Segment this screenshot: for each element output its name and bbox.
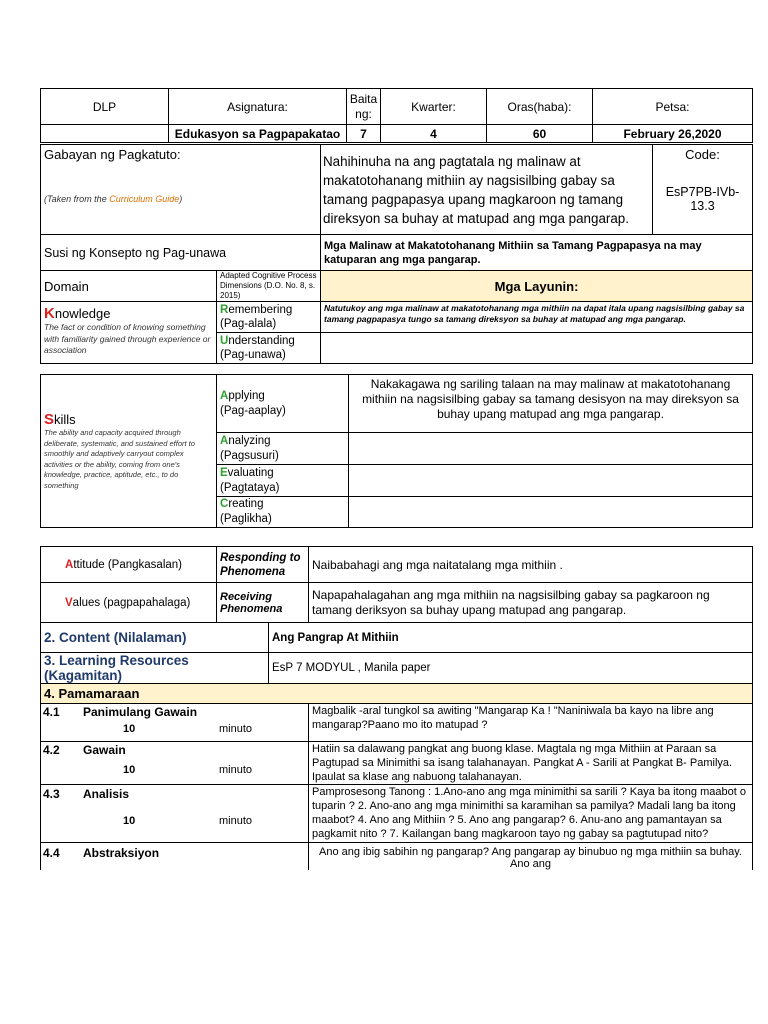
step-number: 4.4 xyxy=(43,846,60,860)
asignatura-value: Edukasyon sa Pagpapakatao xyxy=(169,125,347,143)
step-unit: minuto xyxy=(219,815,253,827)
values-level: Receiving Phenomena xyxy=(217,583,309,623)
evaluating-cell: Evaluating (Pagtataya) xyxy=(217,465,349,497)
skills-label: Skills xyxy=(44,411,76,428)
step-unit: minuto xyxy=(219,723,253,735)
understanding-cell: Understanding (Pag-unawa) xyxy=(217,333,321,364)
col-oras: Oras(haba): xyxy=(487,89,593,125)
remembering-cell: Remembering (Pag-alala) xyxy=(217,302,321,333)
susi-text: Mga Malinaw at Makatotohanang Mithiin sa Tamang Pagpapasya na may katuparan ang mga pangarap. xyxy=(321,235,753,271)
evaluating-text xyxy=(349,465,753,497)
understanding-text xyxy=(321,333,753,364)
step-minutes: 10 xyxy=(123,764,136,776)
code-value: EsP7PB-IVb-13.3 xyxy=(665,185,740,213)
step-name: Analisis xyxy=(83,787,130,801)
step-name: Abstraksiyon xyxy=(83,846,160,860)
creating-text xyxy=(349,497,753,528)
skills-desc: The ability and capacity acquired through deliberate, systematic, and sustained effort to smoothly and adaptively carryout complex activities or the ability, coming from one's knowledge, practice, aptitude, etc., to do something xyxy=(44,428,195,490)
layunin-label: Mga Layunin: xyxy=(321,271,753,302)
procedure-row xyxy=(41,742,753,785)
remembering-text: Natutukoy ang mga malinaw at makatotohanang mga mithiin na dapat itala upang nagsisilbing gabay sa tamang pagpapasya tungo sa tamang direksyon sa buhay at matupad ang mga pangarap. xyxy=(321,302,753,333)
step-minutes: 10 xyxy=(123,815,136,827)
step-number: 4.2 xyxy=(43,743,60,757)
col-asignatura: Asignatura: xyxy=(169,89,347,125)
step-text: Pamprosesong Tanong : 1.Ano-ano ang mga minimithi sa sarili ? Kaya ba itong maabot o tuparin ? 2. Ano-ano ang mga minimithi sa karamihan sa pamilya? Madali lang ba itong maabot? 4. Ano ang Mithiin ? 5. Ano ang pangarap? 6. Anu-ano ang pamantayan sa pagkamit nito ? 7. Kailangan bang magkaroon tayo ng gabay sa pagtutupad nito? xyxy=(309,785,753,843)
code-label: Code: xyxy=(685,147,720,162)
skills-table xyxy=(40,374,753,528)
col-kwarter: Kwarter: xyxy=(381,89,487,125)
values-text: Napapahalagahan ang mga mithiin na nagsisilbing gabay sa pagkaroon ng tamang deriksyon sa buhay upang matupad ang pangarap. xyxy=(309,583,753,623)
procedure-row xyxy=(41,704,753,742)
pamamaraan-label: 4. Pamamaraan xyxy=(41,684,753,704)
applying-text: Nakakagawa ng sariling talaan na may malinaw at makatotohanang mithiin na nagsisilbing gabay sa tamang desisyon na may direksyon sa buhay upang matupad ang mga pangarap. xyxy=(349,375,753,433)
analyzing-cell: Analyzing (Pagsusuri) xyxy=(217,433,349,465)
step-text: Hatiin sa dalawang pangkat ang buong klase. Magtala ng mga Mithiin at Paraan sa Pagtupad sa Minimithi sa isang talahanayan. Pangkat A - Sarili at Pangkat B- Pamilya. Ipaulat sa klase ang nabuong talahanayan. xyxy=(309,742,753,785)
col-dlp: DLP xyxy=(41,89,169,125)
attitude-text: Naibabahagi ang mga naitatalang mga mithiin . xyxy=(309,547,753,583)
analyzing-text xyxy=(349,433,753,465)
blank-cell xyxy=(41,125,169,143)
step-number: 4.3 xyxy=(43,787,60,801)
domain-label: Domain xyxy=(41,271,217,302)
header-table xyxy=(40,88,753,143)
step-text: Magbalik -aral tungkol sa awiting "Mangarap Ka ! "Naniniwala ba kayo na libre ang mangarap?Paano mo ito matupad ? xyxy=(309,704,753,742)
step-name: Gawain xyxy=(83,743,126,757)
knowledge-cell xyxy=(41,302,217,364)
step-text: Ano ang ibig sabihin ng pangarap? Ang pangarap ay binubuo ng mga mithiin sa buhay. Ano ang xyxy=(309,843,753,871)
procedure-row xyxy=(41,785,753,843)
col-petsa: Petsa: xyxy=(593,89,753,125)
knowledge-label: Knowledge xyxy=(44,305,111,322)
oras-value: 60 xyxy=(487,125,593,143)
gabayan-text: Nahihinuha na ang pagtatala ng malinaw at makatotohanang mithiin ay nagsisilbing gabay sa tamang pagpapasya upang magkaroon ng tamang direksyon sa buhay at matupad ang mga pangarap. xyxy=(321,145,653,235)
baitang-value: 7 xyxy=(347,125,381,143)
applying-cell: Applying (Pag-aaplay) xyxy=(217,375,349,433)
attitude-level: Responding to Phenomena xyxy=(217,547,309,583)
values-label: Values (pagpapahalaga) xyxy=(41,583,217,623)
adapted-label: Adapted Cognitive Process Dimensions (D.O. No. 8, s. 2015) xyxy=(217,271,321,302)
objectives-table xyxy=(40,144,753,364)
step-unit: minuto xyxy=(219,764,253,776)
content-text: Ang Pangrap At Mithiin xyxy=(269,623,753,653)
col-baitang: Baita ng: xyxy=(347,89,381,125)
skills-cell xyxy=(41,375,217,528)
attitude-label: Attitude (Pangkasalan) xyxy=(41,547,217,583)
kwarter-value: 4 xyxy=(381,125,487,143)
step-minutes: 10 xyxy=(123,723,136,735)
content-label: 2. Content (Nilalaman) xyxy=(41,623,269,653)
resources-text: EsP 7 MODYUL , Manila paper xyxy=(269,653,753,684)
gabayan-label: Gabayan ng Pagkatuto: xyxy=(44,147,181,162)
step-number: 4.1 xyxy=(43,705,60,719)
resources-label: 3. Learning Resources (Kagamitan) xyxy=(41,653,269,684)
procedure-table xyxy=(40,546,753,870)
code-cell xyxy=(653,145,753,235)
gabayan-note: (Taken from the Curriculum Guide) xyxy=(44,194,183,204)
creating-cell: Creating (Paglikha) xyxy=(217,497,349,528)
step-name: Panimulang Gawain xyxy=(83,705,198,719)
gabayan-cell xyxy=(41,145,321,235)
procedure-row xyxy=(41,843,753,871)
susi-label: Susi ng Konsepto ng Pag-unawa xyxy=(41,235,321,271)
knowledge-desc: The fact or condition of knowing something with familiarity gained through experience or association xyxy=(44,322,211,355)
petsa-value: February 26,2020 xyxy=(593,125,753,143)
